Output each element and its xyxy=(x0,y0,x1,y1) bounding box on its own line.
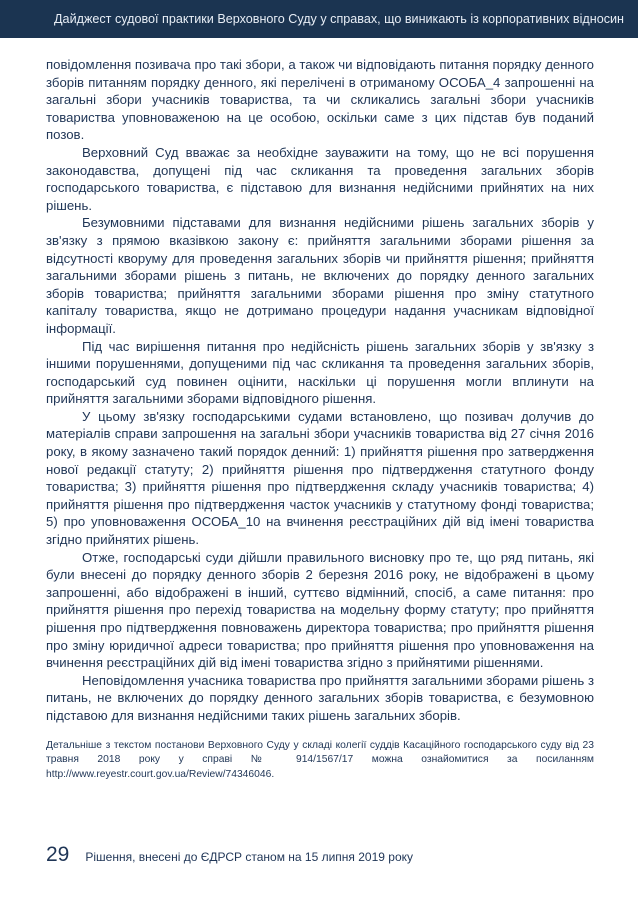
paragraph-1: повідомлення позивача про такі збори, а також чи відповідають питання порядку денного зборів питанням порядку денного, які перелічені в отриманому ОСОБА_4 запрошенні на загальні збори учасників товариства, та чи скликались загальні збори учасників товариства уповноваженою на це особою, оскільки саме з цих підстав був поданий позов. xyxy=(46,57,594,143)
paragraph-2: Верховний Суд вважає за необхідне зауважити на тому, що не всі порушення законодавства, допущені під час скликання та проведення загальних зборів господарського товариства, є підставою для визнання недійсними прийнятих на них рішень. xyxy=(46,144,594,213)
header-bar xyxy=(0,0,638,38)
paragraph-7: Неповідомлення учасника товариства про прийняття загальними зборами рішень з питань, не включених до порядку денного загальних зборів товариства, є безумовною підставою для визнання недійсними таких рішень загальних зборів. xyxy=(46,672,594,723)
paragraph-3: Безумовними підставами для визнання недійсними рішень загальних зборів у зв'язку з прямою вказівкою закону є: прийняття загальними зборами рішення за відсутності кворуму для проведення загальних зборів чи прийняття рішення; прийняття загальними зборами рішень з питань, не включених до порядку денного загальних зборів товариства; прийняття загальними зборами рішення про зміну статутного капіталу товариства, якщо не дотримано процедури надання учасникам відповідної інформації. xyxy=(46,215,594,336)
paragraph-5: У цьому зв'язку господарськими судами встановлено, що позивач долучив до матеріалів справи запрошення на загальні збори учасників товариства від 27 січня 2016 року, в якому зазначено такий порядок денний: 1) прийняття рішення про затвердження нової редакції статуту; 2) прийняття рішення про підтвердження статутного фонду товариства; 3) прийняття рішення про підтвердження складу учасників товариства; 4) прийняття рішення про підтвердження часток учасників у статутному фонді товариства; 5) про уповноваження ОСОБА_10 на вчинення реєстраційних дій від імені товариства згідно прийнятих рішень. xyxy=(46,408,594,548)
source-note: Детальніше з текстом постанови Верховного Суду у складі колегії суддів Касаційного господарського суду від 23 травня 2018 року у справі № 914/1567/17 можна ознайомитися за посиланням http://www.reyestr.court.gov.ua/Review/74346046. xyxy=(46,739,594,780)
page-body xyxy=(46,56,594,792)
header-title: Дайджест судової практики Верховного Суду у справах, що виникають із корпоративних відносин xyxy=(54,12,624,26)
page-footer xyxy=(46,843,413,867)
paragraph-6: Отже, господарські суди дійшли правильного висновку про те, що ряд питань, які були внесені до порядку денного зборів 2 березня 2016 року, не відображені в цьому запрошенні, або відображені в інший, суттєво відмінний, спосіб, а саме питання: про прийняття рішення про перехід товариства на модельну форму статуту; про прийняття рішення про підтвердження повноважень директора товариства; про прийняття рішення про зміну юридичної адреси товариства; про прийняття рішення про уповноваження на вчинення реєстраційних дій від імені товариства згідно з прийнятими рішеннями. xyxy=(46,549,594,671)
page-number: 29 xyxy=(46,843,70,866)
footer-caption: Рішення, внесені до ЄДРСР станом на 15 липня 2019 року xyxy=(85,850,414,864)
paragraph-4: Під час вирішення питання про недійсність рішень загальних зборів у зв'язку з іншими порушеннями, допущеними під час скликання та проведення загальних зборів, господарський суд повинен оцінити, наскільки ці порушення могли вплинути на прийняття загальними зборами відповідного рішення. xyxy=(46,338,594,407)
